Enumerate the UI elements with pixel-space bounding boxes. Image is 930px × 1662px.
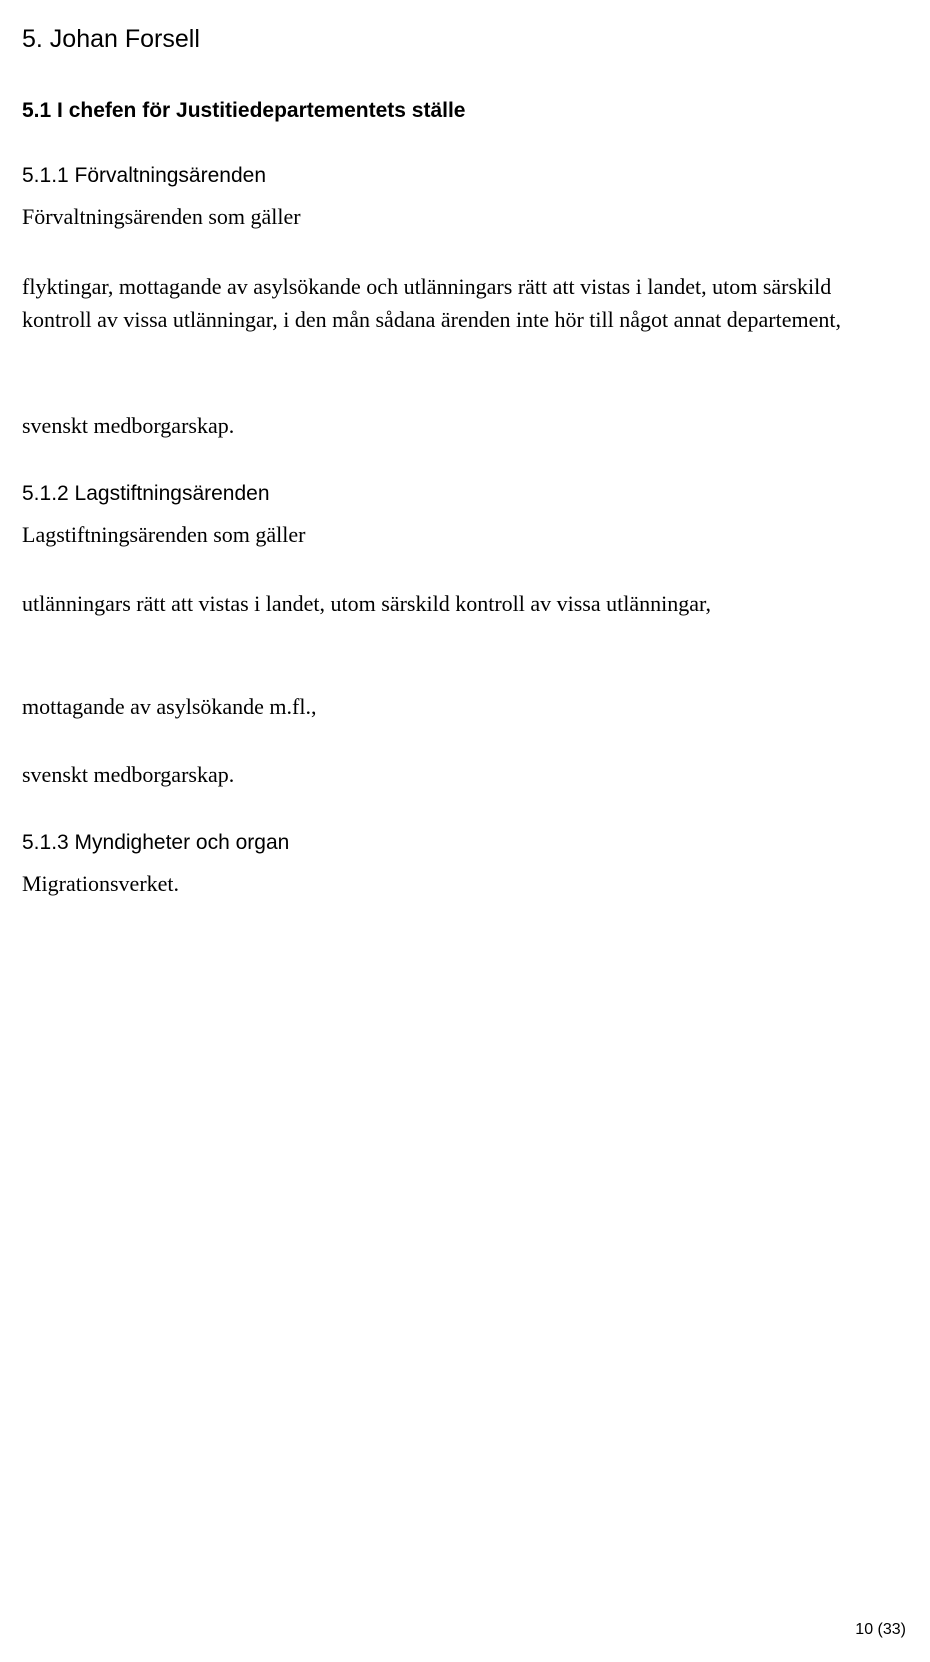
paragraph-migrationsverket: Migrationsverket. bbox=[22, 871, 180, 896]
paragraph-intro-forvaltning: Förvaltningsärenden som gäller bbox=[22, 204, 301, 229]
paragraph-medborgarskap-2: svenskt medborgarskap. bbox=[22, 762, 235, 787]
heading-myndigheter: 5.1.3 Myndigheter och organ bbox=[22, 831, 290, 854]
paragraph-medborgarskap-1: svenskt medborgarskap. bbox=[22, 413, 235, 438]
paragraph-intro-lagstiftning: Lagstiftningsärenden som gäller bbox=[22, 522, 306, 547]
document-page bbox=[22, 0, 912, 1662]
heading-minister: 5. Johan Forsell bbox=[22, 25, 200, 53]
paragraph-asylsokande: mottagande av asylsökande m.fl., bbox=[22, 694, 317, 719]
heading-lagstiftningsarenden: 5.1.2 Lagstiftningsärenden bbox=[22, 482, 270, 505]
heading-forvaltningsarenden: 5.1.1 Förvaltningsärenden bbox=[22, 164, 266, 187]
heading-section-5-1: 5.1 I chefen för Justitiedepartementets ställe bbox=[22, 99, 466, 122]
paragraph-flyktingar: flyktingar, mottagande av asylsökande och utlänningars rätt att vistas i landet, utom särskild kontroll av vissa utlänningar, i den mån sådana ärenden inte hör till något annat departement, bbox=[22, 274, 841, 332]
paragraph-utlanningars-ratt: utlänningars rätt att vistas i landet, utom särskild kontroll av vissa utlänningar, bbox=[22, 591, 711, 616]
page-number: 10 (33) bbox=[855, 1621, 906, 1638]
